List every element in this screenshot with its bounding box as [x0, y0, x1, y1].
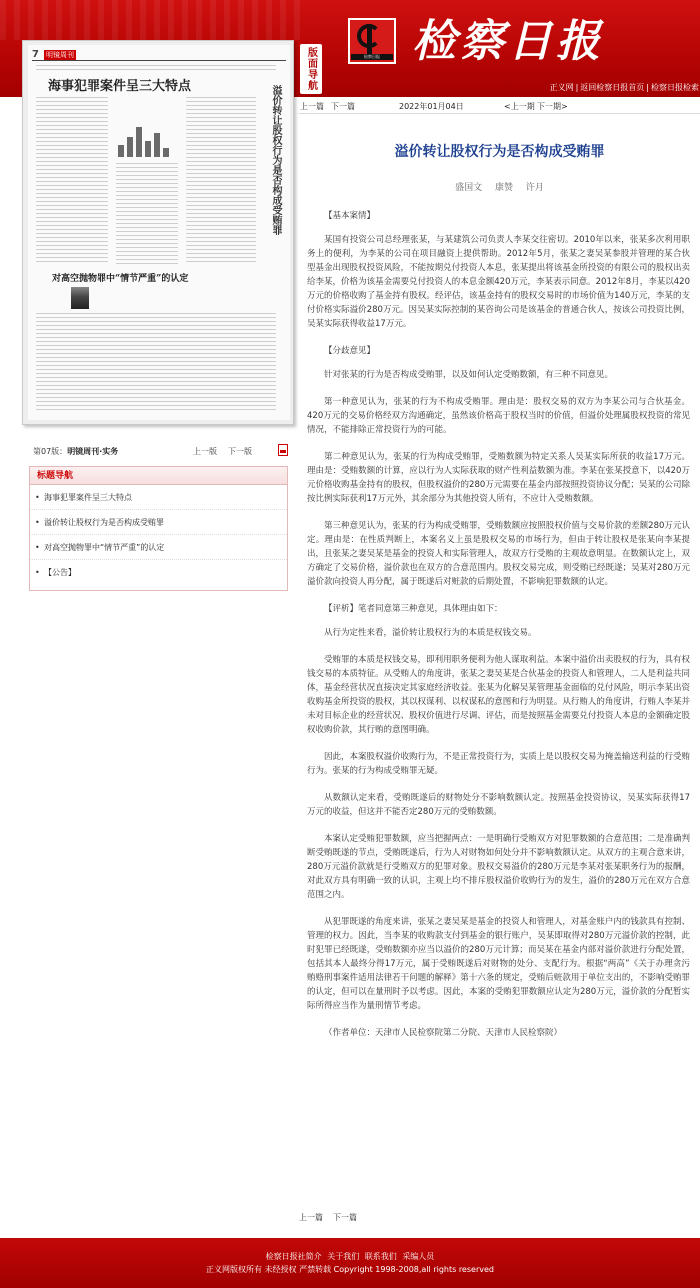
- article-paragraph: 因此，本案股权溢价收购行为，不是正常投资行为，实质上是以股权交易为掩盖输送利益的行受贿行为。张某的行为构成受贿罪无疑。: [307, 752, 690, 776]
- thumb-text-block: [36, 313, 276, 413]
- title-nav-item[interactable]: • 对高空抛物罪中“情节严重”的认定: [30, 535, 287, 560]
- thumb-text-block: [36, 97, 108, 267]
- header-links: [549, 82, 700, 93]
- site-footer: [0, 1238, 700, 1288]
- article-paragraph: 本案认定受贿犯罪数额，应当把握两点：一是明确行受贿双方对犯罪数额的合意范围；二是准确判断受贿既遂的节点，受贿既遂后，行为人对财物如何处分并不影响数额认定。从双方的主观合意来讲，280万元溢价款就是行受贿双方的犯罪对象。股权交易溢价的280万元是李某对张某职务行为的报酬，对此双方具有明确一致的认识，主观上均不排斥股权溢价收购行为的发生，溢价的280万元在双方合意范围之内。: [307, 834, 690, 900]
- article-paragraph: 第三种意见认为，张某的行为构成受贿罪，受贿数额应按照股权价值与交易价款的差额280万元认定。理由是：在性质判断上，本案名义上虽是股权交易的市场行为，但由于转让股权是张某向李某提出，且张某之妻吴某是基金的投资人和实际管理人，故双方行受贿的主观故意明显。在数额认定上，双方确定了交易价格，溢价款也在双方的合意范围内。股权交易完成，则受贿已经既遂；吴某对280万元溢价款向投资人再分配，属于既遂后对赃款的后期处置，不影响犯罪数额的认定。: [307, 521, 690, 587]
- next-page-link[interactable]: 下一版: [228, 447, 252, 456]
- logo-caption: 检察日报: [351, 54, 393, 60]
- article-authors: 盛国文 康赞 许月: [455, 183, 544, 193]
- footer-copyright: 正义网版权所有 未经授权 严禁转载 Copyright 1998-2008,all rights reserved: [206, 1265, 494, 1274]
- masthead-title: 检察日报: [412, 16, 604, 67]
- page-thumbnail-image[interactable]: [28, 45, 290, 420]
- logo-bar-icon: [367, 24, 372, 56]
- page-thumbnail[interactable]: [22, 40, 294, 425]
- next-issue-link[interactable]: 下一期>: [537, 102, 568, 111]
- thumb-page-tag: 明镜周刊: [46, 51, 74, 59]
- thumb-text-block: [116, 163, 178, 267]
- thumb-photo: [71, 287, 89, 309]
- article-title: 溢价转让股权行为是否构成受贿罪: [394, 144, 605, 160]
- issue-date: 2022年01月04日: [399, 102, 464, 111]
- article-paragraph: 受贿罪的本质是权钱交易，即利用职务便利为他人谋取利益。本案中溢价出卖股权的行为，具有权钱交易的本质特征。从受贿人的角度讲，张某之妻吴某是合伙基金的投资人和管理人，二人是利益共同体，基金经营状况直接决定其家庭经济收益。张某为化解吴某管理基金面临的兑付风险，明示李某出资收购基金所投资的股权，其以权谋利、以权谋私的意图和行为明显。从行贿人的角度讲，行贿人李某并未对目标企业的经营状况、股权价值进行尽调、评估，而是按照基金需要兑付投资人本息的金额确定股权收购价款，其行贿的意图明确。: [307, 655, 690, 735]
- thumb-vertical-title[interactable]: 溢价转让股权行为是否构成受贿罪: [270, 85, 281, 235]
- title-nav-panel: [29, 466, 288, 591]
- page-info: [33, 446, 118, 457]
- thumb-text-block: [186, 97, 256, 267]
- article-paragraph: 针对张某的行为是否构成受贿罪，以及如何认定受贿数额，有三种不同意见。: [324, 370, 614, 380]
- page-info-name: 明镜周刊·实务: [67, 447, 119, 456]
- article-paragraph: 第二种意见认为，张某的行为构成受贿罪，受贿数额为特定关系人吴某实际所获的收益17万元。理由是：受贿数额的计算，应以行为人实际获取的财产性利益数额为准。李某在张某授意下，以420万元价格收购基金持有的股权，但股权溢价的280万元需要在基金内部按照投资协议分配；吴某的公司除按比例实际获利17万元外，其余部分为其他投资人所有，不应计入受贿数额。: [307, 452, 690, 504]
- article-paragraph: 从数额认定来看，受贿既遂后的财物处分不影响数额认定。按照基金投资协议，吴某实际获得17万元的收益，但这并不能否定280万元的受贿数额。: [307, 793, 690, 817]
- title-nav-item[interactable]: • 溢价转让股权行为是否构成受贿罪: [30, 510, 287, 535]
- article-body: [307, 209, 690, 1053]
- footer-link-about-paper[interactable]: 检察日报社简介: [265, 1252, 322, 1261]
- footer-link-staff[interactable]: 采编人员: [402, 1252, 435, 1261]
- page-nav: [193, 446, 263, 457]
- thumb-headline-2[interactable]: 对高空抛物罪中“情节严重”的认定: [52, 274, 189, 284]
- article-top-nav: [299, 97, 700, 114]
- separator: |: [575, 83, 579, 92]
- author-affiliation: （作者单位：天津市人民检察院第二分院、天津市人民检察院）: [324, 1028, 563, 1038]
- article-paragraph: 某国有投资公司总经理张某，与某建筑公司负责人李某交往密切。2010年以来，张某多次利用职务上的便利，为李某的公司在项目融资上提供帮助。2012年5月，张某之妻吴某参股并管理的某合伙型基金出现股权投资风险，不能按期兑付投资人本息，张某提出将该基金所投资的有限公司的股权出卖给李某，价格为该基金需要兑付投资人的本息金额420万元，李某表示同意。2012年8月，李某以420万元的价格收购了基金持有股权。经评估，该基金持有的股权交易时的市场价值为140万元，李某的支付价格实际溢价280万元。因吴某实际控制的某咨询公司是该基金的普通合伙人，按该公司投资比例，吴某实际获得收益17万元。: [307, 235, 690, 329]
- prev-page-link[interactable]: 上一版: [193, 447, 217, 456]
- footer-link-contact[interactable]: 联系我们: [364, 1252, 397, 1261]
- thumb-page-number: 7: [32, 49, 39, 60]
- footer-link-about-us[interactable]: 关于我们: [327, 1252, 360, 1261]
- separator: |: [646, 83, 649, 92]
- footer-links: [0, 1238, 700, 1262]
- newspaper-logo[interactable]: [348, 18, 396, 64]
- prev-issue-link[interactable]: <上一期: [504, 102, 535, 111]
- title-nav-item[interactable]: • 【公告】: [30, 560, 287, 585]
- link-search[interactable]: 检察日报检索: [651, 83, 699, 92]
- thumb-headline-1[interactable]: 海事犯罪案件呈三大特点: [48, 79, 192, 94]
- prev-article-link[interactable]: 上一篇: [300, 102, 324, 111]
- article-paragraph: 从犯罪既遂的角度来讲，张某之妻吴某是基金的投资人和管理人，对基金账户内的钱款具有控制、管理的权力。因此，当李某的收购款支付到基金的银行账户，吴某即取得对280万元溢价款的控制，此时犯罪已经既遂，受贿数额亦应当以溢价的280万元计算；而吴某在基金内部对溢价款进行分配处置，包括其本人最终分得17万元，属于受贿既遂后对财物的处分、支配行为。根据“两高”《关于办理贪污贿赂刑事案件适用法律若干问题的解释》第十六条的规定，受贿后赃款用于单位支出的，不影响受贿罪的认定，但可以在量刑时予以考虑。因此，本案的受贿犯罪数额应认定为280万元，溢价款的分配暂实际所得应当作为量刑情节考虑。: [307, 917, 690, 1011]
- title-nav-list: [30, 485, 287, 585]
- section-heading: 【评析】笔者同意第三种意见，具体理由如下：: [324, 604, 503, 614]
- next-article-link[interactable]: 下一篇: [333, 1213, 357, 1222]
- page-nav-badge: 版面导航: [300, 44, 322, 94]
- next-article-link[interactable]: 下一篇: [331, 102, 355, 111]
- section-heading: 【基本案情】: [324, 211, 376, 221]
- prev-article-link[interactable]: 上一篇: [299, 1213, 323, 1222]
- page-info-label: 第07版：: [33, 447, 68, 456]
- article-paragraph: 从行为定性来看，溢价转让股权行为的本质是权钱交易。: [324, 628, 537, 638]
- thumb-text-block: [36, 65, 276, 73]
- title-nav-heading: 标题导航: [30, 467, 287, 485]
- thumb-chart: [116, 117, 171, 157]
- link-zhengyi[interactable]: 正义网: [549, 83, 574, 92]
- title-nav-item[interactable]: • 海事犯罪案件呈三大特点: [30, 485, 287, 510]
- header-decoration: [0, 0, 300, 40]
- article-paragraph: 第一种意见认为，张某的行为不构成受贿罪。理由是：股权交易的双方为李某公司与合伙基金。420万元的交易价格经双方沟通确定，虽然该价格高于股权当时的价值，但溢价处理属股权投资的常见情况，不能排除正常投资行为的可能。: [307, 397, 690, 435]
- pdf-icon[interactable]: [278, 444, 288, 456]
- section-heading: 【分歧意见】: [324, 346, 376, 356]
- thumb-header: [32, 49, 286, 61]
- article-bottom-nav: [299, 1212, 700, 1223]
- link-home[interactable]: 返回检察日报首页: [580, 83, 645, 92]
